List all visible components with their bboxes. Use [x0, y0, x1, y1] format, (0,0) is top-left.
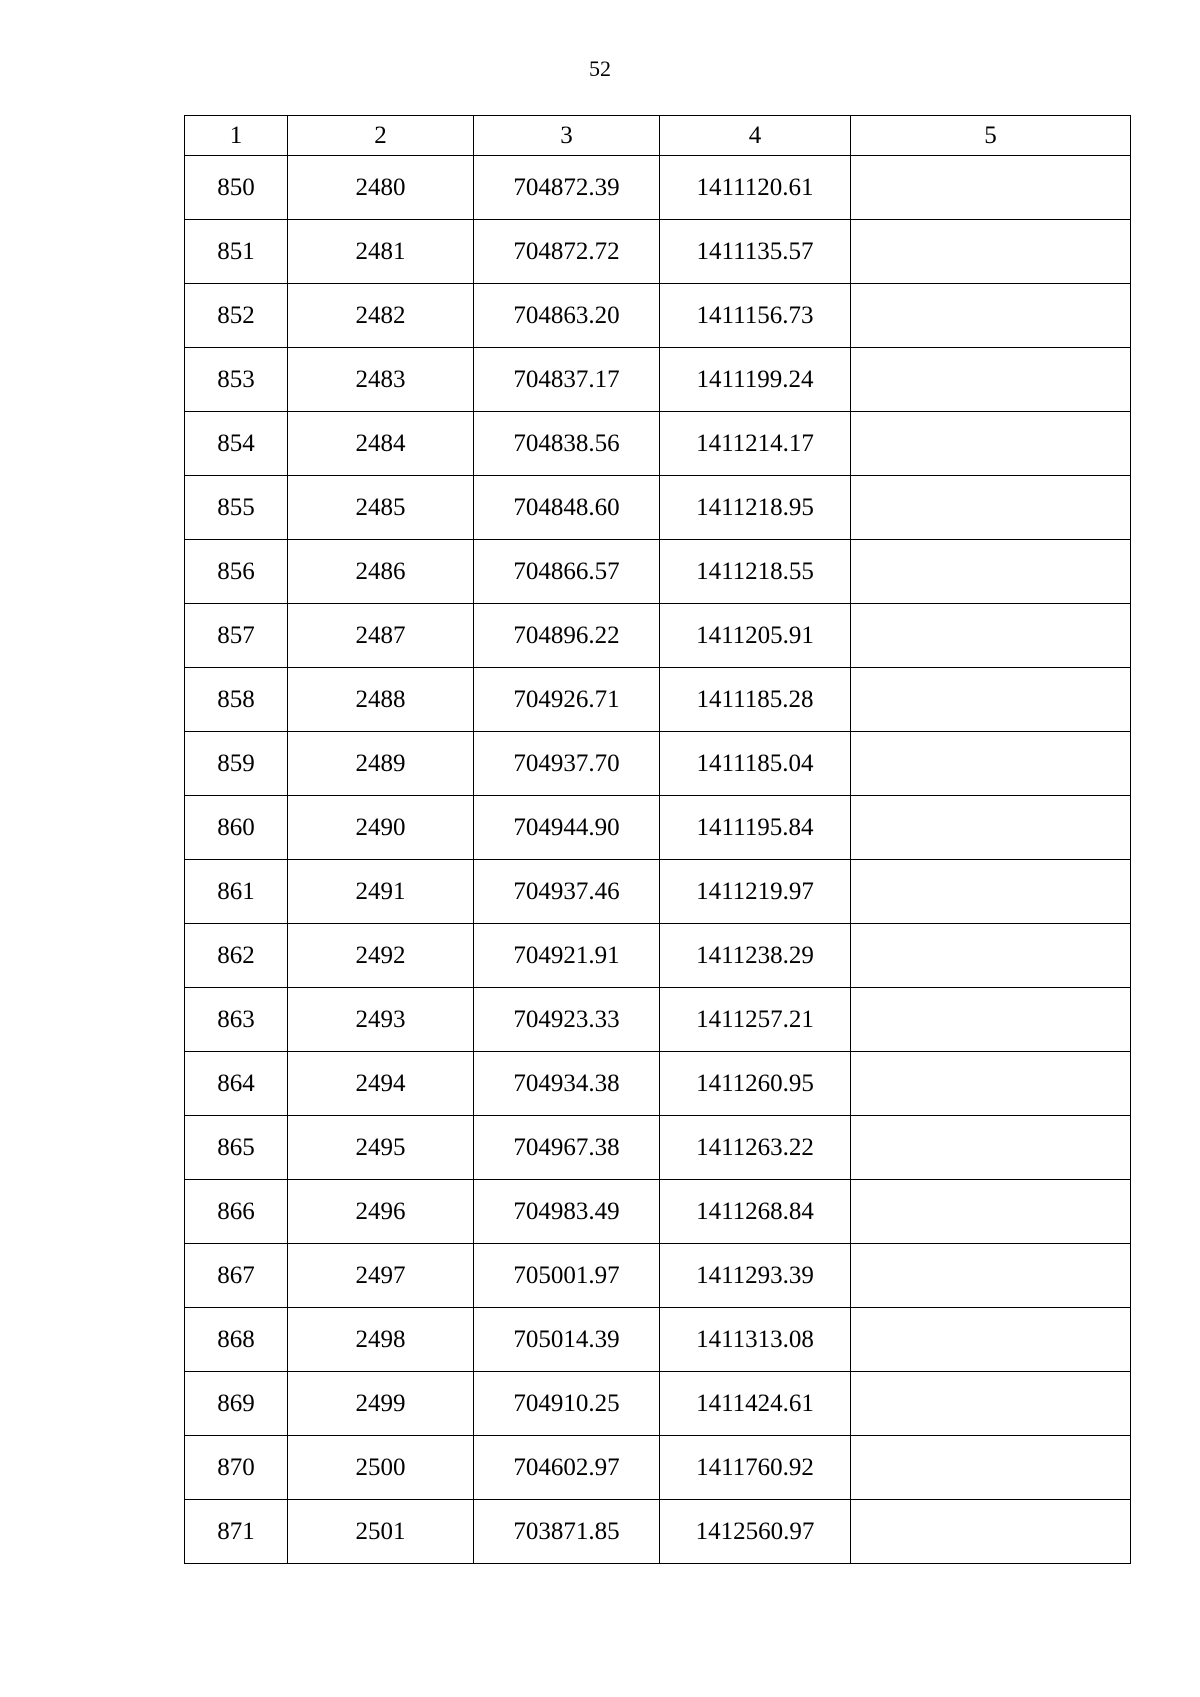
table-cell: 705001.97	[474, 1244, 660, 1308]
table-cell	[851, 220, 1131, 284]
table-cell	[851, 1052, 1131, 1116]
table-cell: 704866.57	[474, 540, 660, 604]
table-cell: 1411195.84	[660, 796, 851, 860]
table-cell	[851, 1244, 1131, 1308]
table-cell: 704926.71	[474, 668, 660, 732]
table-cell: 862	[185, 924, 288, 988]
column-header: 2	[288, 116, 474, 156]
table-cell: 1411260.95	[660, 1052, 851, 1116]
table-row	[185, 604, 1131, 668]
table-row	[185, 668, 1131, 732]
table-cell: 1411238.29	[660, 924, 851, 988]
table-cell: 1411313.08	[660, 1308, 851, 1372]
table-cell: 1411135.57	[660, 220, 851, 284]
table-cell	[851, 1372, 1131, 1436]
table-row	[185, 220, 1131, 284]
table-cell	[851, 284, 1131, 348]
table-row	[185, 860, 1131, 924]
table-row	[185, 348, 1131, 412]
table-row	[185, 796, 1131, 860]
table-cell	[851, 796, 1131, 860]
page-number: 52	[589, 56, 611, 81]
table-cell: 1411218.95	[660, 476, 851, 540]
table-cell	[851, 1308, 1131, 1372]
table-row	[185, 1052, 1131, 1116]
table-cell: 2494	[288, 1052, 474, 1116]
column-header: 5	[851, 116, 1131, 156]
table-cell: 1411293.39	[660, 1244, 851, 1308]
table-cell: 1412560.97	[660, 1500, 851, 1564]
table-cell: 869	[185, 1372, 288, 1436]
table-header-row	[185, 116, 1131, 156]
table-cell: 2484	[288, 412, 474, 476]
table-cell	[851, 668, 1131, 732]
table-row	[185, 1372, 1131, 1436]
table-cell: 1411760.92	[660, 1436, 851, 1500]
table-row	[185, 1308, 1131, 1372]
table-row	[185, 1116, 1131, 1180]
table-cell	[851, 540, 1131, 604]
table-cell: 855	[185, 476, 288, 540]
table-cell	[851, 156, 1131, 220]
table-cell: 704937.70	[474, 732, 660, 796]
table-cell: 1411120.61	[660, 156, 851, 220]
table-cell: 860	[185, 796, 288, 860]
table-cell: 870	[185, 1436, 288, 1500]
table-cell: 704838.56	[474, 412, 660, 476]
table-cell: 1411218.55	[660, 540, 851, 604]
table-cell: 704872.39	[474, 156, 660, 220]
table-cell: 704923.33	[474, 988, 660, 1052]
table-cell	[851, 1116, 1131, 1180]
table-cell: 1411263.22	[660, 1116, 851, 1180]
table-cell	[851, 924, 1131, 988]
table-cell: 2492	[288, 924, 474, 988]
table-cell: 864	[185, 1052, 288, 1116]
table-cell	[851, 476, 1131, 540]
table-cell: 2488	[288, 668, 474, 732]
table-cell: 2499	[288, 1372, 474, 1436]
table-cell	[851, 348, 1131, 412]
table-row	[185, 1436, 1131, 1500]
table-cell: 2486	[288, 540, 474, 604]
table-cell: 2496	[288, 1180, 474, 1244]
table-cell: 2495	[288, 1116, 474, 1180]
table-cell	[851, 732, 1131, 796]
table-cell: 850	[185, 156, 288, 220]
table-cell: 861	[185, 860, 288, 924]
table-body	[185, 156, 1131, 1564]
table-cell: 704910.25	[474, 1372, 660, 1436]
table-row	[185, 1244, 1131, 1308]
table-cell: 703871.85	[474, 1500, 660, 1564]
table-cell: 856	[185, 540, 288, 604]
table-cell: 704896.22	[474, 604, 660, 668]
table-cell: 1411199.24	[660, 348, 851, 412]
table-cell: 865	[185, 1116, 288, 1180]
table-cell: 858	[185, 668, 288, 732]
table-cell	[851, 860, 1131, 924]
table-cell: 2481	[288, 220, 474, 284]
table-cell	[851, 604, 1131, 668]
table-row	[185, 540, 1131, 604]
table-cell	[851, 1500, 1131, 1564]
table-cell: 2483	[288, 348, 474, 412]
table-cell: 868	[185, 1308, 288, 1372]
table-cell: 852	[185, 284, 288, 348]
table-row	[185, 988, 1131, 1052]
table-cell: 1411156.73	[660, 284, 851, 348]
table-cell: 1411205.91	[660, 604, 851, 668]
table-cell: 1411268.84	[660, 1180, 851, 1244]
table-cell: 704921.91	[474, 924, 660, 988]
table-cell: 704934.38	[474, 1052, 660, 1116]
table-cell: 704863.20	[474, 284, 660, 348]
table-cell: 2498	[288, 1308, 474, 1372]
table-cell: 704837.17	[474, 348, 660, 412]
table-cell: 867	[185, 1244, 288, 1308]
table-cell: 2493	[288, 988, 474, 1052]
table-row	[185, 924, 1131, 988]
table-cell: 2497	[288, 1244, 474, 1308]
table-cell: 2501	[288, 1500, 474, 1564]
table-row	[185, 1500, 1131, 1564]
table-cell: 2480	[288, 156, 474, 220]
table-cell: 704944.90	[474, 796, 660, 860]
table-cell: 2487	[288, 604, 474, 668]
table-cell: 853	[185, 348, 288, 412]
table-cell: 2500	[288, 1436, 474, 1500]
coordinates-table	[184, 115, 1131, 1564]
table-cell: 2482	[288, 284, 474, 348]
column-header: 4	[660, 116, 851, 156]
table-cell: 704937.46	[474, 860, 660, 924]
table-row	[185, 412, 1131, 476]
column-header: 1	[185, 116, 288, 156]
table-row	[185, 732, 1131, 796]
table-cell: 863	[185, 988, 288, 1052]
table-row	[185, 284, 1131, 348]
table-cell: 2491	[288, 860, 474, 924]
table-cell: 704848.60	[474, 476, 660, 540]
table-cell: 2485	[288, 476, 474, 540]
table-cell: 854	[185, 412, 288, 476]
table-cell: 1411424.61	[660, 1372, 851, 1436]
table-cell: 1411185.04	[660, 732, 851, 796]
table-cell: 1411219.97	[660, 860, 851, 924]
table-row	[185, 1180, 1131, 1244]
table-cell: 704602.97	[474, 1436, 660, 1500]
table-cell: 851	[185, 220, 288, 284]
table-cell: 866	[185, 1180, 288, 1244]
table-cell: 1411185.28	[660, 668, 851, 732]
table-cell	[851, 412, 1131, 476]
table-cell: 857	[185, 604, 288, 668]
table-cell: 871	[185, 1500, 288, 1564]
table-cell: 859	[185, 732, 288, 796]
table-cell: 1411257.21	[660, 988, 851, 1052]
table-row	[185, 156, 1131, 220]
table-cell: 704967.38	[474, 1116, 660, 1180]
table-cell: 2490	[288, 796, 474, 860]
table-cell: 704872.72	[474, 220, 660, 284]
table-cell: 1411214.17	[660, 412, 851, 476]
table-row	[185, 476, 1131, 540]
table-cell	[851, 1180, 1131, 1244]
column-header: 3	[474, 116, 660, 156]
table-cell: 2489	[288, 732, 474, 796]
table-cell	[851, 1436, 1131, 1500]
table-cell	[851, 988, 1131, 1052]
table-cell: 704983.49	[474, 1180, 660, 1244]
table-cell: 705014.39	[474, 1308, 660, 1372]
